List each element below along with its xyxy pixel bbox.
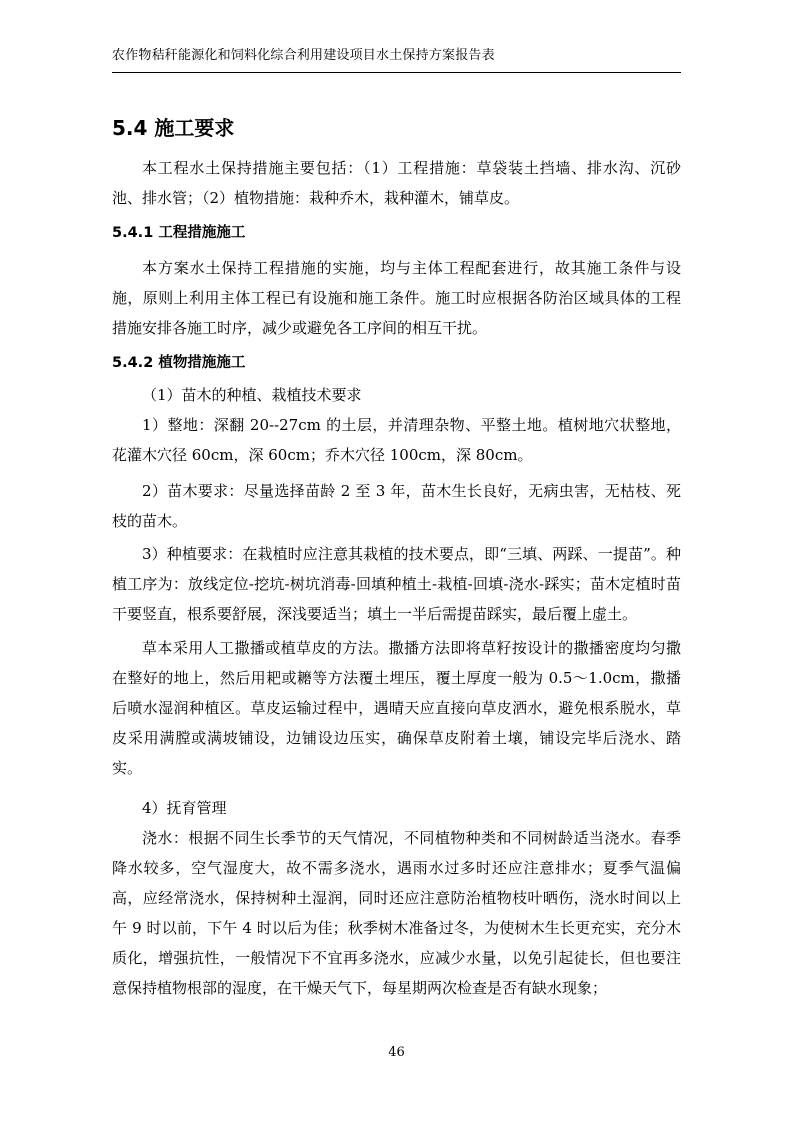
subsection-title-541: 5.4.1 工程措施施工 [112,225,246,241]
page-number: 46 [388,1045,405,1060]
section-title: 5.4 施工要求 [112,116,235,140]
step4-heading: 4）抚育管理 [142,799,227,817]
subsection-title-542: 5.4.2 植物措施施工 [112,355,246,371]
step3-paragraph: 3）种植要求：在栽植时应注意其栽植的技术要点，即“三填、两踩、一提苗”。种植工序为：放线定位-挖坑-树坑消毒-回填种植土-栽植-回填-浇水-踩实；苗木定植时苗干要竖直，根系要舒展，深浅要适当；填土一半后需提苗踩实，最后覆上虚土。 [112,545,681,623]
header-rule [112,72,681,73]
item1-heading: （1）苗木的种植、栽植技术要求 [142,386,362,404]
watering-paragraph: 浇水：根据不同生长季节的天气情况，不同植物种类和不同树龄适当浇水。春季降水较多，空气湿度大，故不需多浇水，遇雨水过多时还应注意排水；夏季气温偏高，应经常浇水，保持树种土湿润，同时还应注意防治植物枝叶晒伤，浇水时间以上午 9 时以前，下午 4 时以后为佳；秋季树木准备过冬，为使树木生长更充实，充分木质化，增强抗性，一般情况下不宜再多浇水，应减少水量，以免引起徒长，但也要注意保持植物根部的湿度，在干燥天气下，每星期两次检查是否有缺水现象； [112,829,681,997]
step2-paragraph: 2）苗木要求：尽量选择苗龄 2 至 3 年，苗木生长良好，无病虫害，无枯枝、死枝的苗木。 [112,482,681,530]
engineering-paragraph: 本方案水土保持工程措施的实施，均与主体工程配套进行，故其施工条件与设施，原则上利用主体工程已有设施和施工条件。施工时应根据各防治区域具体的工程措施安排各施工时序，减少或避免各工序间的相互干扰。 [112,259,681,337]
intro-paragraph: 本工程水土保持措施主要包括：（1）工程措施：草袋装土挡墙、排水沟、沉砂池、排水管；（2）植物措施：栽种乔木，栽种灌木，铺草皮。 [112,159,681,207]
running-header: 农作物秸秆能源化和饲料化综合利用建设项目水土保持方案报告表 [112,48,495,63]
step1-paragraph: 1）整地：深翻 20--27cm 的土层，并清理杂物、平整土地。植树地穴状整地，花灌木穴径 60cm，深 60cm；乔木穴径 100cm，深 80cm。 [112,416,681,464]
grass-paragraph: 草本采用人工撒播或植草皮的方法。撒播方法即将草籽按设计的撒播密度均匀撒在整好的地上，然后用耙或耱等方法覆土埋压，覆土厚度一般为 0.5～1.0cm，撒播后喷水湿润种植区。草皮运输过程中，遇晴天应直接向草皮洒水，避免根系脱水，草皮采用满膛或满坡铺设，边铺设边压实，确保草皮附着土壤，铺设完毕后浇水、踏实。 [112,639,681,777]
